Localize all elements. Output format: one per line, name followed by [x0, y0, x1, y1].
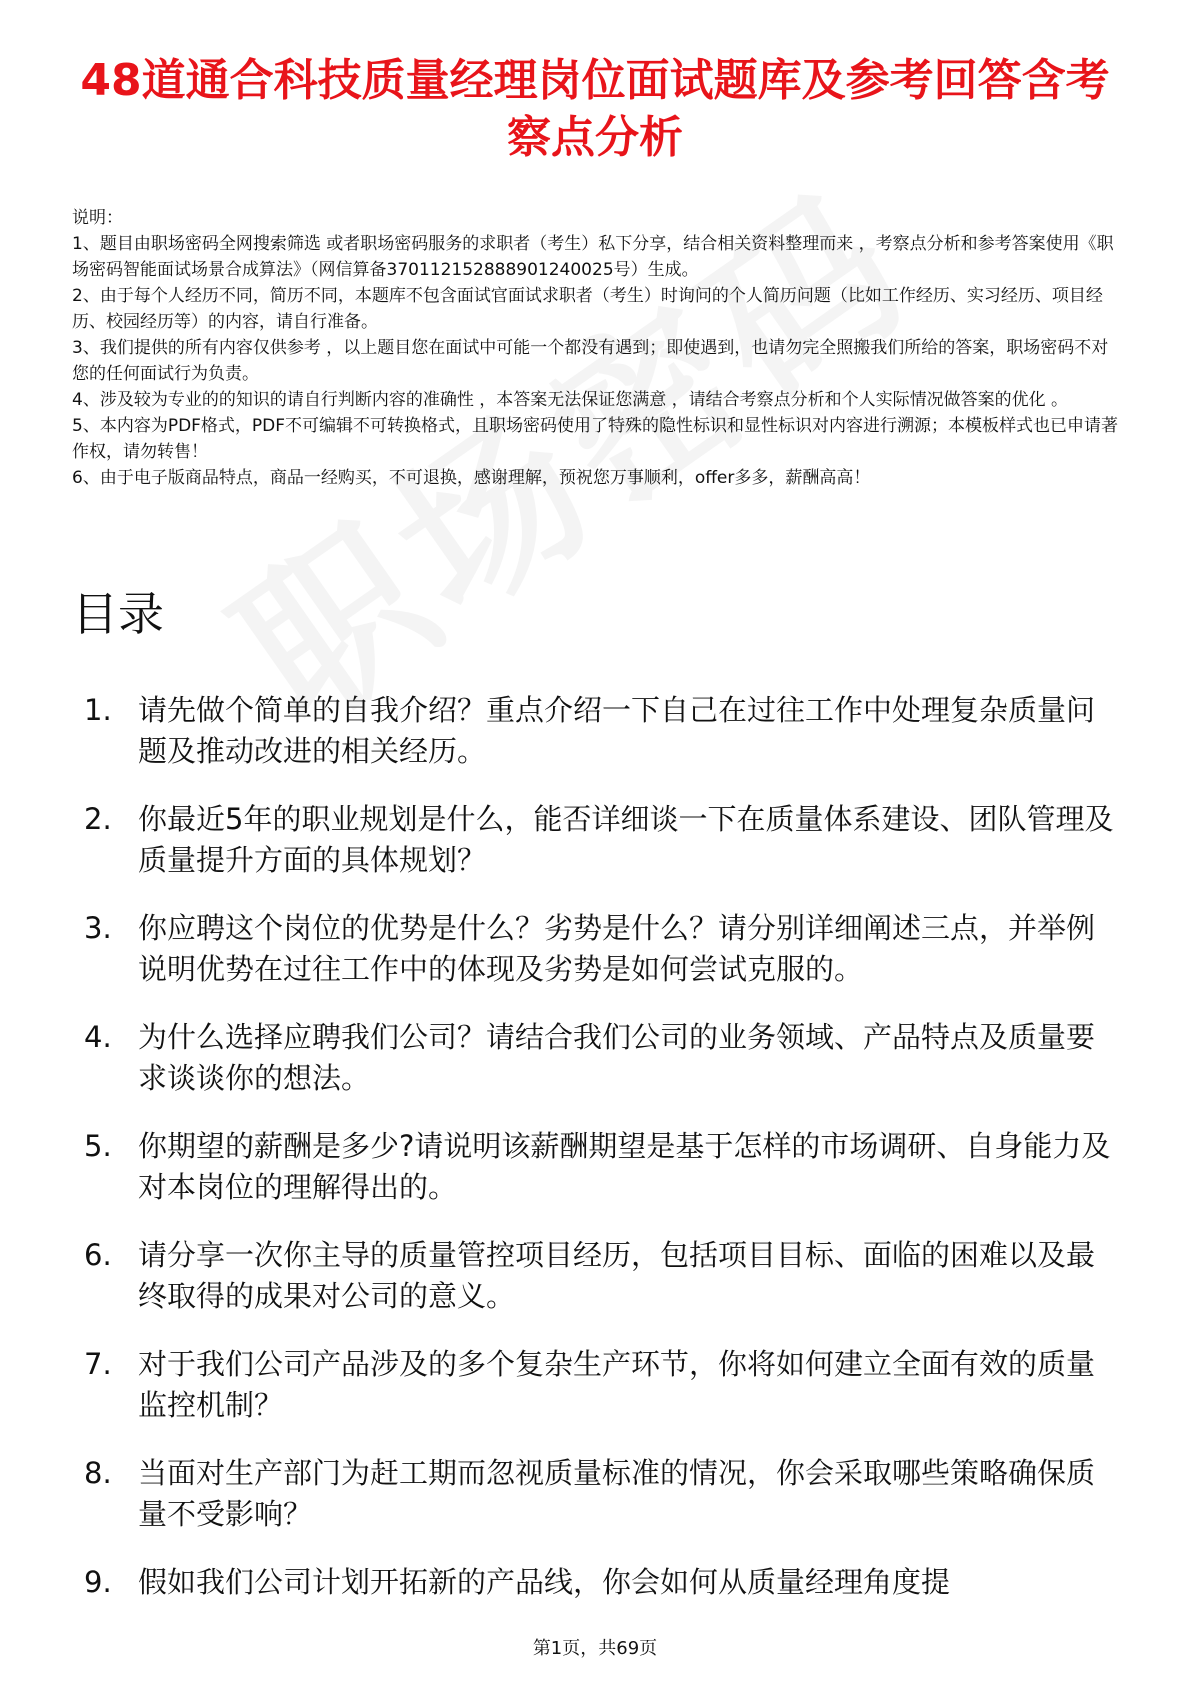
toc-item[interactable] [72, 1344, 1120, 1426]
toc-item-text: 请先做个简单的自我介绍？重点介绍一下自己在过往工作中处理复杂质量问题及推动改进的相关经历。 [138, 693, 1096, 768]
toc-heading: 目录 [72, 587, 164, 641]
toc-item-text: 你期望的薪酬是多少?请说明该薪酬期望是基于怎样的市场调研、自身能力及对本岗位的理解得出的。 [138, 1129, 1111, 1204]
toc-item-text: 为什么选择应聘我们公司？请结合我们公司的业务领域、产品特点及质量要求谈谈你的想法。 [138, 1020, 1096, 1095]
toc-item-number: 6. [84, 1238, 112, 1272]
toc-item[interactable] [72, 1235, 1120, 1317]
toc-item[interactable] [72, 799, 1120, 881]
toc-item-text: 你应聘这个岗位的优势是什么？劣势是什么？请分别详细阐述三点，并举例说明优势在过往工作中的体现及劣势是如何尝试克服的。 [138, 911, 1096, 986]
page-footer: 第1页，共69页 [532, 1638, 658, 1659]
toc-item[interactable] [72, 690, 1120, 772]
toc-item-number: 8. [84, 1456, 112, 1490]
toc-item-number: 2. [84, 802, 112, 836]
toc-item[interactable] [72, 1017, 1120, 1099]
notes-section [72, 205, 1120, 491]
note-item: 4、涉及较为专业的的知识的请自行判断内容的准确性 ，本答案无法保证您满意 ，请结合考察点分析和个人实际情况做答案的优化 。 [72, 390, 1069, 410]
toc-item-number: 1. [84, 693, 112, 727]
note-item: 3、我们提供的所有内容仅供参考 ，以上题目您在面试中可能一个都没有遇到；即使遇到，也请勿完全照搬我们所给的答案，职场密码不对您的任何面试行为负责。 [72, 338, 1109, 384]
toc-item[interactable] [72, 908, 1120, 990]
toc-item-number: 7. [84, 1347, 112, 1381]
toc-item-number: 9. [84, 1565, 112, 1599]
note-item: 1、题目由职场密码全网搜索筛选 或者职场密码服务的求职者（考生）私下分享，结合相关资料整理而来 ，考察点分析和参考答案使用《职场密码智能面试场景合成算法》（网信算备370112152888901240025号）生成。 [72, 234, 1114, 280]
note-item: 5、本内容为PDF格式，PDF不可编辑不可转换格式，且职场密码使用了特殊的隐性标识和显性标识对内容进行溯源；本模板样式也已申请著作权，请勿转售！ [72, 416, 1119, 462]
toc-item[interactable] [72, 1453, 1120, 1535]
toc-item-text: 你最近5年的职业规划是什么，能否详细谈一下在质量体系建设、团队管理及质量提升方面的具体规划？ [138, 802, 1114, 877]
toc-item-text: 假如我们公司计划开拓新的产品线，你会如何从质量经理角度提 [138, 1565, 951, 1599]
toc-item-text: 请分享一次你主导的质量管控项目经历，包括项目目标、面临的困难以及最终取得的成果对公司的意义。 [138, 1238, 1096, 1313]
toc-item-text: 对于我们公司产品涉及的多个复杂生产环节，你将如何建立全面有效的质量监控机制？ [138, 1347, 1096, 1422]
toc-item-number: 5. [84, 1129, 112, 1163]
toc-item-number: 4. [84, 1020, 112, 1054]
document-title: 48道通合科技质量经理岗位面试题库及参考回答含考察点分析 [80, 55, 1110, 163]
notes-heading: 说明： [72, 208, 123, 228]
toc-item[interactable] [72, 1126, 1120, 1208]
toc-item-number: 3. [84, 911, 112, 945]
toc-list [72, 690, 1120, 1630]
toc-item-text: 当面对生产部门为赶工期而忽视质量标准的情况，你会采取哪些策略确保质量不受影响？ [138, 1456, 1096, 1531]
note-item: 2、由于每个人经历不同，简历不同，本题库不包含面试官面试求职者（考生）时询问的个人简历问题（比如工作经历、实习经历、项目经历、校园经历等）的内容，请自行准备。 [72, 286, 1103, 332]
toc-item[interactable] [72, 1562, 1120, 1603]
note-item: 6、由于电子版商品特点，商品一经购买，不可退换，感谢理解，预祝您万事顺利，offer多多，薪酬高高！ [72, 468, 871, 488]
